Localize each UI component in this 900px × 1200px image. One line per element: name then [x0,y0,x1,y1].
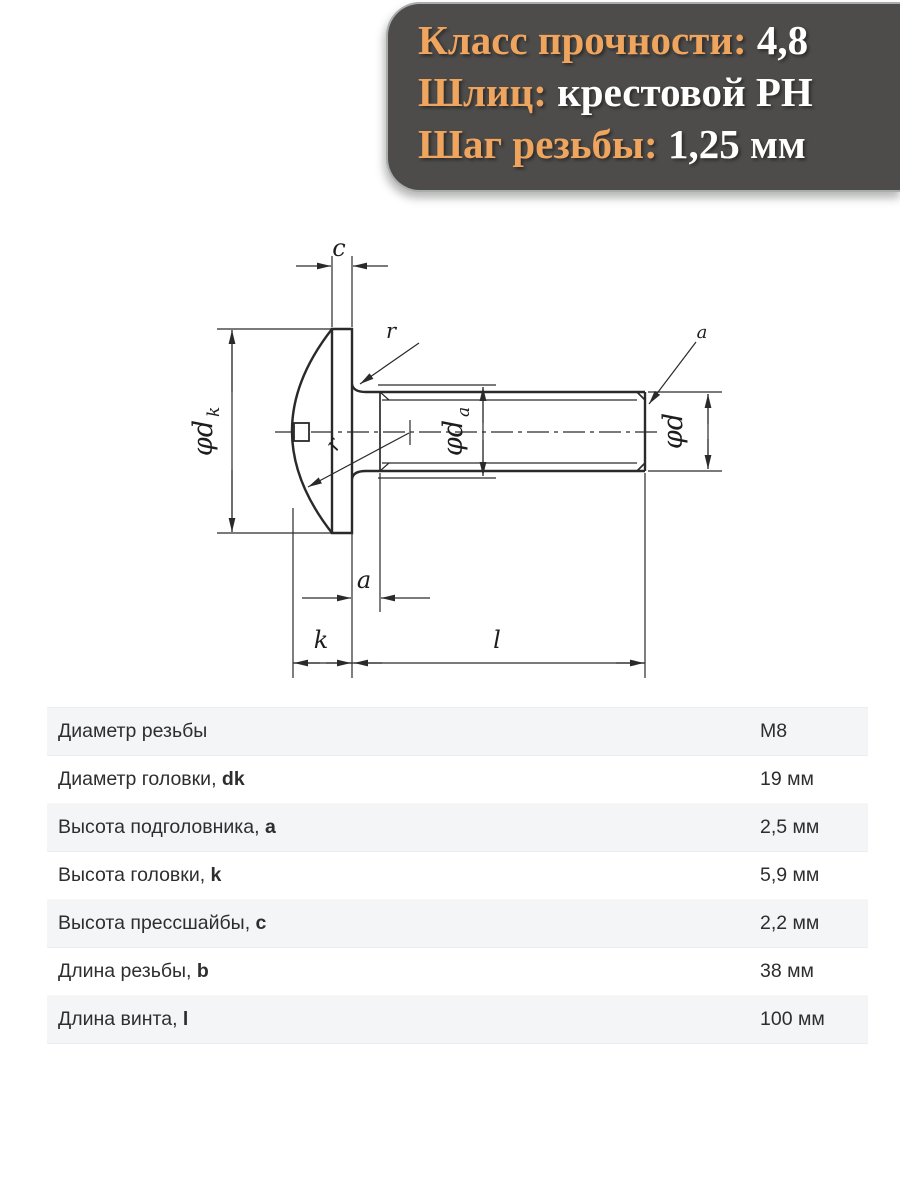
table-row [47,708,868,756]
leader-r-fillet [360,343,419,384]
row-value: 38 мм [760,960,814,982]
row-value: 2,5 мм [760,816,820,838]
table-row [47,756,868,804]
strength-class-value: 4,8 [756,17,809,63]
dim-label-l: l [493,626,501,654]
dim-label-phi-da [438,407,474,456]
strength-class-label: Класс прочности: [418,17,747,63]
row-value: 2,2 мм [760,912,820,934]
drive-slot-profile [294,423,309,441]
dim-label-a-chamfer: a [696,322,708,343]
table-row [47,900,868,948]
row-value: M8 [760,720,788,742]
row-label: Длина винта, l [58,1008,189,1030]
row-value: 19 мм [760,768,814,790]
dim-label-a-underhead: a [356,566,372,594]
dim-label-k: k [313,626,329,654]
svg-text:φd: φd [438,419,469,457]
row-value: 100 мм [760,1008,825,1030]
row-label: Диаметр головки, dk [58,768,245,790]
table-row [47,852,868,900]
row-label: Высота прессшайбы, c [58,912,267,934]
row-label: Высота головки, k [58,864,222,886]
slot-type-label: Шлиц: [418,69,547,115]
spec-table [47,707,868,1044]
dim-label-r-fillet: r [385,319,397,343]
leader-a-chamfer [649,342,696,404]
table-row [47,948,868,996]
dim-label-phi-dk [188,407,224,456]
dim-label-r-dome [320,432,347,455]
svg-text:a: a [454,406,474,417]
row-label: Диаметр резьбы [58,720,208,742]
slot-type-value: крестовой PH [557,69,813,115]
svg-text:φd: φd [188,419,219,457]
row-value: 5,9 мм [760,864,820,886]
dim-label-phi-d [658,413,689,449]
thread-pitch-value: 1,25 мм [667,121,806,167]
thread-pitch-label: Шаг резьбы: [418,121,658,167]
row-label: Высота подголовника, a [58,816,276,838]
svg-text:φd: φd [658,412,689,450]
svg-text:k: k [204,406,224,417]
row-label: Длина резьбы, b [58,960,209,982]
svg-text:r: r [320,433,346,455]
table-row [47,996,868,1044]
dim-label-c: c [332,234,346,262]
table-row [47,804,868,852]
washer-flange-outline [332,329,352,533]
